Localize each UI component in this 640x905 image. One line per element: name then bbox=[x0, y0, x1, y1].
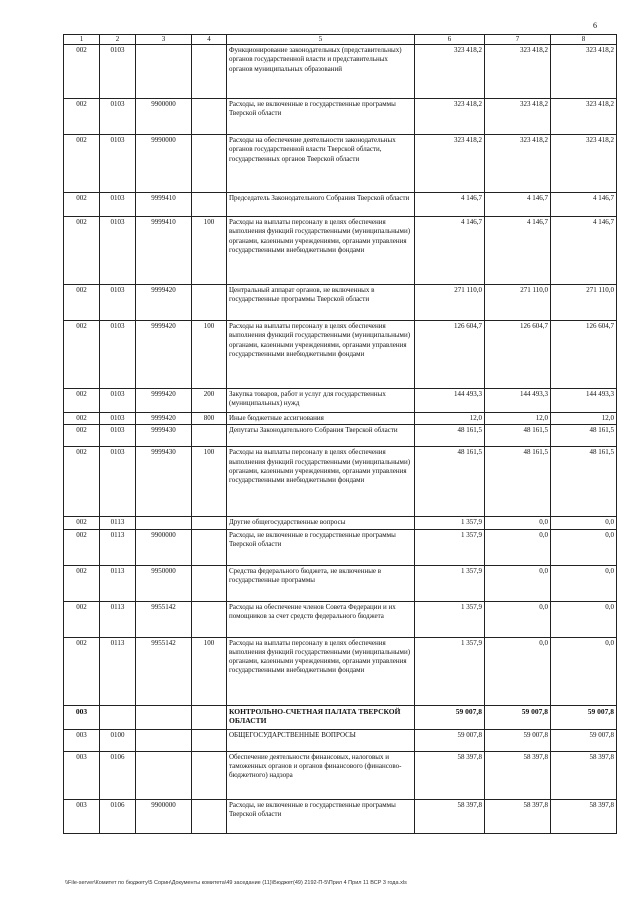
target-code-cell: 9950000 bbox=[136, 565, 192, 601]
section-code-cell: 0103 bbox=[100, 425, 136, 447]
item-name-cell: Расходы, не включенные в государственные программы Тверской области bbox=[227, 99, 415, 135]
section-code-cell bbox=[100, 705, 136, 729]
amount-col6-cell: 59 007,8 bbox=[415, 729, 485, 751]
table-row bbox=[64, 135, 617, 193]
amount-col7-cell: 323 418,2 bbox=[485, 45, 551, 99]
item-name-cell: Иные бюджетные ассигнования bbox=[227, 413, 415, 425]
expense-type-cell: 100 bbox=[192, 637, 227, 705]
admin-code-cell: 002 bbox=[64, 389, 100, 413]
amount-col7-cell: 0,0 bbox=[485, 565, 551, 601]
amount-col8-cell: 58 397,8 bbox=[551, 799, 617, 833]
section-code-cell: 0103 bbox=[100, 447, 136, 517]
amount-col8-cell: 58 397,8 bbox=[551, 751, 617, 799]
item-name-cell: Закупка товаров, работ и услуг для государственных (муниципальных) нужд bbox=[227, 389, 415, 413]
expense-type-cell bbox=[192, 565, 227, 601]
expense-type-cell: 200 bbox=[192, 389, 227, 413]
amount-col8-cell: 323 418,2 bbox=[551, 135, 617, 193]
expense-type-cell: 100 bbox=[192, 321, 227, 389]
admin-code-cell: 002 bbox=[64, 517, 100, 529]
expense-type-cell bbox=[192, 729, 227, 751]
section-code-cell: 0113 bbox=[100, 517, 136, 529]
amount-col6-cell: 59 007,8 bbox=[415, 705, 485, 729]
expense-type-cell bbox=[192, 705, 227, 729]
item-name-cell: Расходы, не включенные в государственные программы Тверской области bbox=[227, 529, 415, 565]
amount-col8-cell: 323 418,2 bbox=[551, 99, 617, 135]
target-code-cell: 9990000 bbox=[136, 135, 192, 193]
amount-col8-cell: 0,0 bbox=[551, 565, 617, 601]
amount-col8-cell: 59 007,8 bbox=[551, 729, 617, 751]
table-row bbox=[64, 413, 617, 425]
section-code-cell: 0103 bbox=[100, 389, 136, 413]
section-code-cell: 0113 bbox=[100, 529, 136, 565]
item-name-cell: ОБЩЕГОСУДАРСТВЕННЫЕ ВОПРОСЫ bbox=[227, 729, 415, 751]
amount-col6-cell: 323 418,2 bbox=[415, 99, 485, 135]
expense-type-cell bbox=[192, 799, 227, 833]
section-code-cell: 0113 bbox=[100, 601, 136, 637]
column-header: 6 bbox=[415, 35, 485, 45]
target-code-cell bbox=[136, 45, 192, 99]
amount-col8-cell: 0,0 bbox=[551, 517, 617, 529]
admin-code-cell: 002 bbox=[64, 193, 100, 217]
amount-col7-cell: 4 146,7 bbox=[485, 217, 551, 285]
expense-type-cell bbox=[192, 529, 227, 565]
table-row bbox=[64, 799, 617, 833]
amount-col7-cell: 126 604,7 bbox=[485, 321, 551, 389]
section-code-cell: 0103 bbox=[100, 99, 136, 135]
table-row bbox=[64, 99, 617, 135]
table-header-row bbox=[64, 35, 617, 45]
item-name-cell: Обеспечение деятельности финансовых, налоговых и таможенных органов и органов финансового (финансово-бюджетного) надзора bbox=[227, 751, 415, 799]
target-code-cell: 9955142 bbox=[136, 637, 192, 705]
amount-col8-cell: 323 418,2 bbox=[551, 45, 617, 99]
target-code-cell: 9955142 bbox=[136, 601, 192, 637]
section-code-cell: 0103 bbox=[100, 45, 136, 99]
expense-type-cell: 100 bbox=[192, 447, 227, 517]
table-row bbox=[64, 217, 617, 285]
amount-col8-cell: 4 146,7 bbox=[551, 193, 617, 217]
amount-col6-cell: 1 357,9 bbox=[415, 565, 485, 601]
amount-col6-cell: 323 418,2 bbox=[415, 135, 485, 193]
item-name-cell: Расходы на обеспечение деятельности законодательных органов государственной власти Тверской области, государственных органов Тверской области bbox=[227, 135, 415, 193]
target-code-cell: 9999420 bbox=[136, 389, 192, 413]
amount-col6-cell: 126 604,7 bbox=[415, 321, 485, 389]
item-name-cell: Функционирование законодательных (представительных) органов государственной власти и представительных органов муниципальных образований bbox=[227, 45, 415, 99]
admin-code-cell: 003 bbox=[64, 729, 100, 751]
amount-col7-cell: 0,0 bbox=[485, 601, 551, 637]
expense-type-cell bbox=[192, 601, 227, 637]
admin-code-cell: 002 bbox=[64, 217, 100, 285]
expense-type-cell bbox=[192, 99, 227, 135]
admin-code-cell: 003 bbox=[64, 751, 100, 799]
file-path-footer: \\File-server\Комитет по бюджету\5 Сорин\Документы комитета\49 заседание (11)\Бюджет(49) 2192-П-5\Прил 4 Прил 11 ВСР 3 года.xls bbox=[65, 880, 407, 886]
amount-col7-cell: 0,0 bbox=[485, 637, 551, 705]
target-code-cell bbox=[136, 729, 192, 751]
admin-code-cell: 002 bbox=[64, 637, 100, 705]
amount-col6-cell: 4 146,7 bbox=[415, 217, 485, 285]
item-name-cell: Расходы на обеспечение членов Совета Федерации и их помощников за счет средств федерального бюджета bbox=[227, 601, 415, 637]
admin-code-cell: 002 bbox=[64, 45, 100, 99]
amount-col7-cell: 48 161,5 bbox=[485, 425, 551, 447]
amount-col6-cell: 271 110,0 bbox=[415, 285, 485, 321]
table-row bbox=[64, 447, 617, 517]
amount-col6-cell: 1 357,9 bbox=[415, 529, 485, 565]
target-code-cell: 9900000 bbox=[136, 99, 192, 135]
amount-col7-cell: 323 418,2 bbox=[485, 99, 551, 135]
table-row bbox=[64, 389, 617, 413]
amount-col7-cell: 0,0 bbox=[485, 517, 551, 529]
budget-table bbox=[63, 34, 617, 834]
section-code-cell: 0106 bbox=[100, 799, 136, 833]
expense-type-cell bbox=[192, 135, 227, 193]
table-row bbox=[64, 193, 617, 217]
amount-col7-cell: 58 397,8 bbox=[485, 799, 551, 833]
column-header: 1 bbox=[64, 35, 100, 45]
admin-code-cell: 003 bbox=[64, 799, 100, 833]
expense-type-cell: 100 bbox=[192, 217, 227, 285]
section-code-cell: 0103 bbox=[100, 217, 136, 285]
item-name-cell: Другие общегосударственные вопросы bbox=[227, 517, 415, 529]
admin-code-cell: 002 bbox=[64, 529, 100, 565]
amount-col7-cell: 271 110,0 bbox=[485, 285, 551, 321]
amount-col7-cell: 323 418,2 bbox=[485, 135, 551, 193]
expense-type-cell bbox=[192, 517, 227, 529]
table-row bbox=[64, 321, 617, 389]
amount-col7-cell: 0,0 bbox=[485, 529, 551, 565]
table-row bbox=[64, 705, 617, 729]
section-code-cell: 0103 bbox=[100, 413, 136, 425]
amount-col6-cell: 58 397,8 bbox=[415, 799, 485, 833]
table-row bbox=[64, 637, 617, 705]
admin-code-cell: 002 bbox=[64, 285, 100, 321]
target-code-cell bbox=[136, 705, 192, 729]
table-row bbox=[64, 601, 617, 637]
amount-col6-cell: 1 357,9 bbox=[415, 517, 485, 529]
target-code-cell: 9999420 bbox=[136, 321, 192, 389]
admin-code-cell: 002 bbox=[64, 135, 100, 193]
admin-code-cell: 002 bbox=[64, 601, 100, 637]
expense-type-cell bbox=[192, 45, 227, 99]
amount-col8-cell: 144 493,3 bbox=[551, 389, 617, 413]
section-code-cell: 0113 bbox=[100, 565, 136, 601]
amount-col8-cell: 48 161,5 bbox=[551, 425, 617, 447]
target-code-cell: 9900000 bbox=[136, 799, 192, 833]
amount-col7-cell: 59 007,8 bbox=[485, 729, 551, 751]
amount-col7-cell: 144 493,3 bbox=[485, 389, 551, 413]
amount-col7-cell: 4 146,7 bbox=[485, 193, 551, 217]
admin-code-cell: 003 bbox=[64, 705, 100, 729]
page-number: 6 bbox=[593, 21, 597, 30]
item-name-cell: Расходы на выплаты персоналу в целях обеспечения выполнения функций государственными (муниципальными) органами, казенными учреждениями, органами управления государственными внебюджетными фондами bbox=[227, 637, 415, 705]
expense-type-cell: 800 bbox=[192, 413, 227, 425]
amount-col8-cell: 271 110,0 bbox=[551, 285, 617, 321]
table-row bbox=[64, 529, 617, 565]
amount-col8-cell: 0,0 bbox=[551, 601, 617, 637]
amount-col7-cell: 12,0 bbox=[485, 413, 551, 425]
target-code-cell: 9999420 bbox=[136, 413, 192, 425]
item-name-cell: Центральный аппарат органов, не включенных в государственные программы Тверской области bbox=[227, 285, 415, 321]
target-code-cell: 9999420 bbox=[136, 285, 192, 321]
admin-code-cell: 002 bbox=[64, 413, 100, 425]
target-code-cell: 9999410 bbox=[136, 193, 192, 217]
amount-col6-cell: 1 357,9 bbox=[415, 601, 485, 637]
target-code-cell bbox=[136, 517, 192, 529]
amount-col8-cell: 0,0 bbox=[551, 637, 617, 705]
table-row bbox=[64, 751, 617, 799]
amount-col8-cell: 4 146,7 bbox=[551, 217, 617, 285]
column-header: 5 bbox=[227, 35, 415, 45]
table-row bbox=[64, 285, 617, 321]
target-code-cell bbox=[136, 751, 192, 799]
table-row bbox=[64, 565, 617, 601]
admin-code-cell: 002 bbox=[64, 425, 100, 447]
target-code-cell: 9999430 bbox=[136, 425, 192, 447]
column-header: 2 bbox=[100, 35, 136, 45]
admin-code-cell: 002 bbox=[64, 447, 100, 517]
target-code-cell: 9900000 bbox=[136, 529, 192, 565]
expense-type-cell bbox=[192, 751, 227, 799]
amount-col6-cell: 12,0 bbox=[415, 413, 485, 425]
item-name-cell: Расходы на выплаты персоналу в целях обеспечения выполнения функций государственными (муниципальными) органами, казенными учреждениями, органами управления государственными внебюджетными фондами bbox=[227, 217, 415, 285]
amount-col6-cell: 58 397,8 bbox=[415, 751, 485, 799]
expense-type-cell bbox=[192, 285, 227, 321]
item-name-cell: Расходы, не включенные в государственные программы Тверской области bbox=[227, 799, 415, 833]
amount-col7-cell: 59 007,8 bbox=[485, 705, 551, 729]
amount-col7-cell: 48 161,5 bbox=[485, 447, 551, 517]
amount-col8-cell: 59 007,8 bbox=[551, 705, 617, 729]
amount-col8-cell: 126 604,7 bbox=[551, 321, 617, 389]
table-row bbox=[64, 729, 617, 751]
item-name-cell: Депутаты Законодательного Собрания Тверской области bbox=[227, 425, 415, 447]
target-code-cell: 9999410 bbox=[136, 217, 192, 285]
amount-col6-cell: 4 146,7 bbox=[415, 193, 485, 217]
section-code-cell: 0103 bbox=[100, 285, 136, 321]
column-header: 7 bbox=[485, 35, 551, 45]
amount-col8-cell: 0,0 bbox=[551, 529, 617, 565]
section-code-cell: 0103 bbox=[100, 135, 136, 193]
target-code-cell: 9999430 bbox=[136, 447, 192, 517]
section-code-cell: 0103 bbox=[100, 321, 136, 389]
section-code-cell: 0106 bbox=[100, 751, 136, 799]
item-name-cell: Председатель Законодательного Собрания Тверской области bbox=[227, 193, 415, 217]
table-row bbox=[64, 45, 617, 99]
item-name-cell: Средства федерального бюджета, не включенные в государственные программы bbox=[227, 565, 415, 601]
admin-code-cell: 002 bbox=[64, 321, 100, 389]
section-code-cell: 0100 bbox=[100, 729, 136, 751]
section-code-cell: 0113 bbox=[100, 637, 136, 705]
amount-col8-cell: 12,0 bbox=[551, 413, 617, 425]
amount-col6-cell: 1 357,9 bbox=[415, 637, 485, 705]
item-name-cell: Расходы на выплаты персоналу в целях обеспечения выполнения функций государственными (муниципальными) органами, казенными учреждениями, органами управления государственными внебюджетными фондами bbox=[227, 321, 415, 389]
amount-col6-cell: 48 161,5 bbox=[415, 447, 485, 517]
admin-code-cell: 002 bbox=[64, 565, 100, 601]
amount-col7-cell: 58 397,8 bbox=[485, 751, 551, 799]
column-header: 4 bbox=[192, 35, 227, 45]
column-header: 3 bbox=[136, 35, 192, 45]
column-header: 8 bbox=[551, 35, 617, 45]
table-row bbox=[64, 517, 617, 529]
amount-col6-cell: 323 418,2 bbox=[415, 45, 485, 99]
amount-col8-cell: 48 161,5 bbox=[551, 447, 617, 517]
item-name-cell: КОНТРОЛЬНО-СЧЕТНАЯ ПАЛАТА ТВЕРСКОЙ ОБЛАСТИ bbox=[227, 705, 415, 729]
section-code-cell: 0103 bbox=[100, 193, 136, 217]
item-name-cell: Расходы на выплаты персоналу в целях обеспечения выполнения функций государственными (муниципальными) органами, казенными учреждениями, органами управления государственными внебюджетными фондами bbox=[227, 447, 415, 517]
admin-code-cell: 002 bbox=[64, 99, 100, 135]
amount-col6-cell: 48 161,5 bbox=[415, 425, 485, 447]
expense-type-cell bbox=[192, 193, 227, 217]
amount-col6-cell: 144 493,3 bbox=[415, 389, 485, 413]
table-row bbox=[64, 425, 617, 447]
expense-type-cell bbox=[192, 425, 227, 447]
